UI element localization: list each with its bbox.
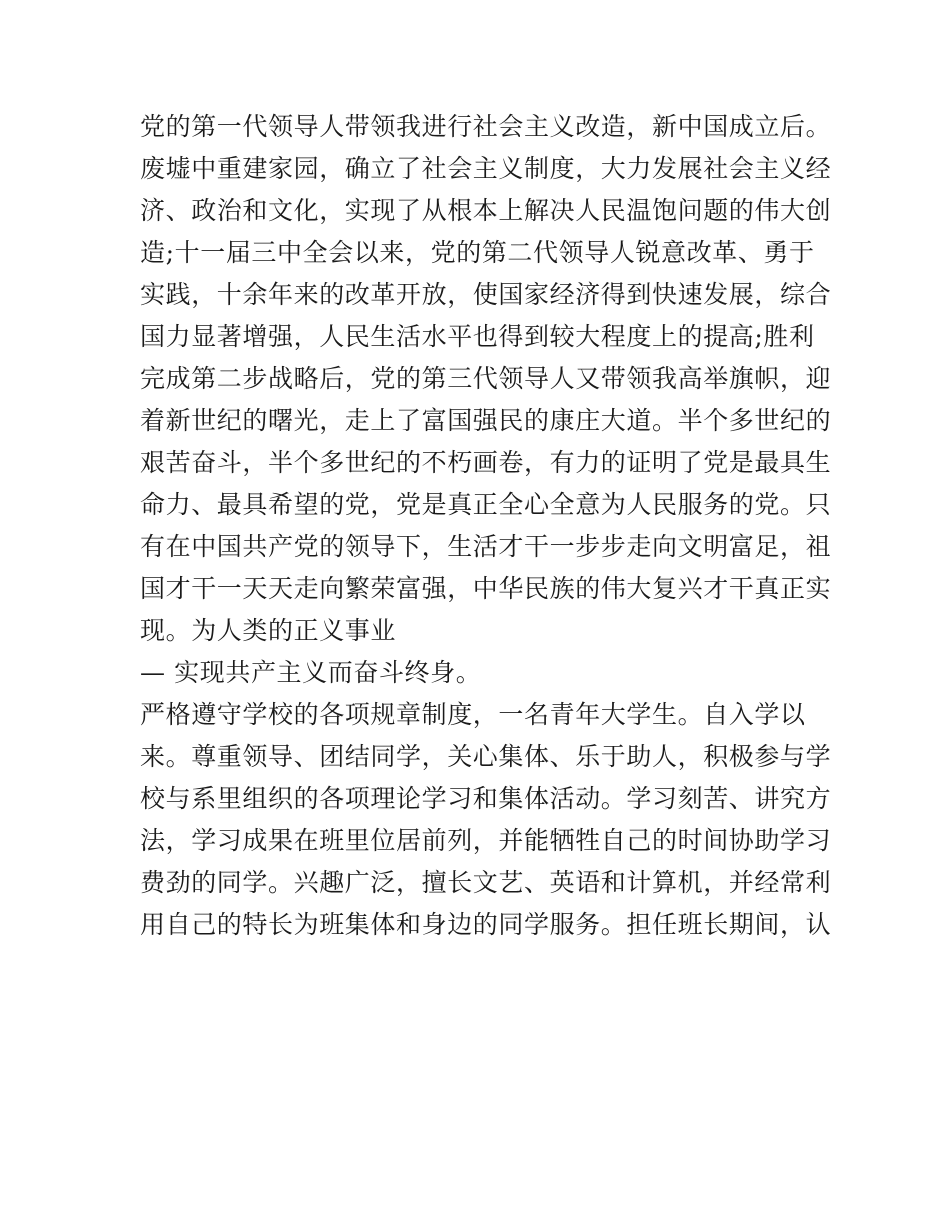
text-line-18: 法，学习成果在班里位居前列，并能牺牲自己的时间协助学习: [140, 826, 832, 855]
text-line-1: 党的第一代领导人带领我进行社会主义改造，新中国成立后。: [140, 112, 832, 141]
text-line-5: 实践，十余年来的改革开放，使国家经济得到快速发展，综合: [140, 280, 832, 309]
text-line-4: 造;十一届三中全会以来，党的第二代领导人锐意改革、勇于: [140, 238, 815, 267]
text-line-17: 校与系里组织的各项理论学习和集体活动。学习刻苦、讲究方: [140, 784, 832, 813]
text-line-20: 用自己的特长为班集体和身边的同学服务。担任班长期间，认: [140, 910, 832, 939]
text-line-16: 来。尊重领导、团结同学，关心集体、乐于助人，积极参与学: [140, 742, 832, 771]
text-line-15: 严格遵守学校的各项规章制度，一名青年大学生。自入学以: [140, 700, 806, 729]
text-line-19: 费劲的同学。兴趣广泛，擅长文艺、英语和计算机，并经常利: [140, 868, 832, 897]
text-line-6: 国力显著增强，人民生活水平也得到较大程度上的提高;胜利: [140, 322, 815, 351]
text-line-14: — 实现共产主义而奋斗终身。: [140, 658, 482, 687]
text-line-9: 艰苦奋斗，半个多世纪的不朽画卷，有力的证明了党是最具生: [140, 448, 832, 477]
text-line-3: 济、政治和文化，实现了从根本上解决人民温饱问题的伟大创: [140, 196, 832, 225]
text-line-8: 着新世纪的曙光，走上了富国强民的康庄大道。半个多世纪的: [140, 406, 832, 435]
text-line-13: 现。为人类的正义事业: [140, 616, 397, 645]
text-line-7: 完成第二步战略后，党的第三代领导人又带领我高举旗帜，迎: [140, 364, 832, 393]
text-line-11: 有在中国共产党的领导下，生活才干一步步走向文明富足，祖: [140, 532, 832, 561]
text-line-12: 国才干一天天走向繁荣富强，中华民族的伟大复兴才干真正实: [140, 574, 832, 603]
body-text: [140, 106, 832, 946]
text-line-10: 命力、最具希望的党，党是真正全心全意为人民服务的党。只: [140, 490, 832, 519]
text-line-2: 废墟中重建家园，确立了社会主义制度，大力发展社会主义经: [140, 154, 832, 183]
